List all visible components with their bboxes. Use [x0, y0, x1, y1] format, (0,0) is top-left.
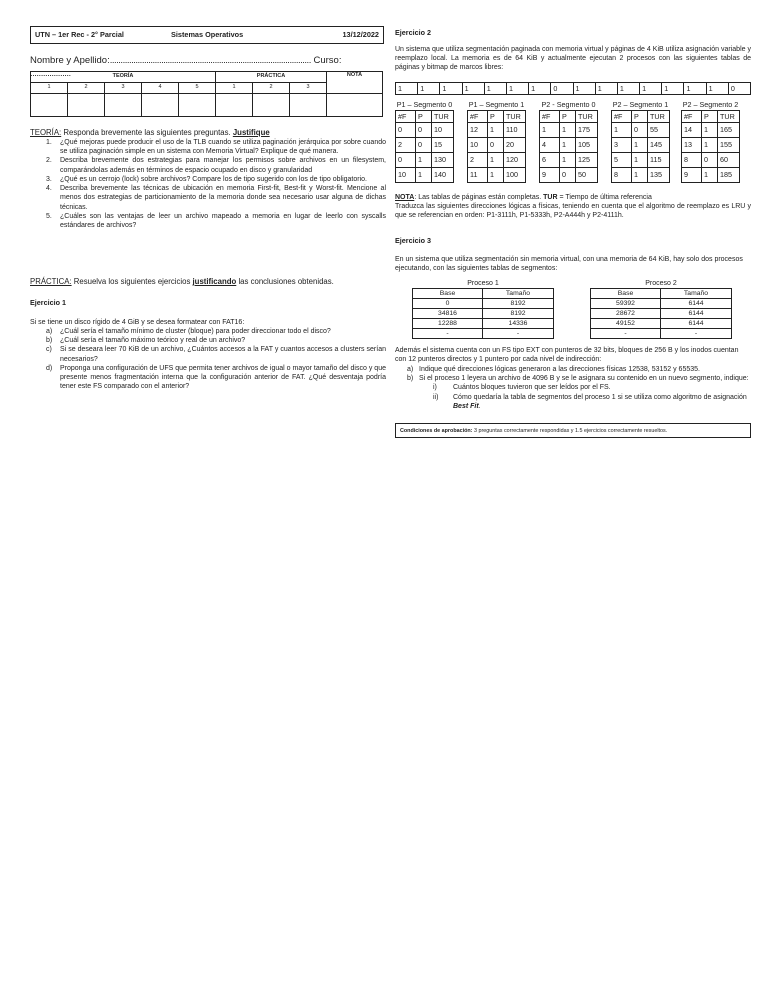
- list-item: [30, 212, 386, 230]
- segments-table-cell: 28672: [591, 309, 661, 319]
- page-table-cell: 50: [576, 168, 598, 183]
- teoria-heading: [30, 128, 386, 138]
- practica-label: PRÁCTICA:: [30, 277, 72, 286]
- page-table-cell: 1: [488, 168, 504, 183]
- item-text: ¿Qué mejoras puede producir el uso de la TLB cuando se utiliza paginación jerárquica por sobre cuando se utiliza paginación simple en un sistema con Memoria Virtual? Explique de qué manera.: [60, 139, 386, 156]
- bitmap-cell: 1: [684, 83, 706, 95]
- page-table: [467, 110, 526, 183]
- exam-header: [30, 26, 384, 44]
- frame-bitmap: [395, 82, 751, 95]
- bitmap-cell: 0: [728, 83, 750, 95]
- page-table-cell: 8: [682, 153, 702, 168]
- tur-label: TUR: [543, 194, 558, 201]
- item-letter: b): [407, 375, 414, 383]
- segments-table-cell: -: [661, 329, 732, 339]
- bitmap-cell: 1: [529, 83, 551, 95]
- item-end: .: [478, 402, 481, 410]
- list-item: [30, 327, 386, 336]
- item-text: ¿Qué es un cerrojo (lock) sobre archivos? Compare los de tipo sugerido con los de tipo obligatorio.: [60, 175, 367, 183]
- ej2-title: Ejercicio 2: [395, 28, 431, 37]
- page-table-cell: 20: [504, 138, 526, 153]
- item-text: Si el proceso 1 leyera un archivo de 4096 B y se le asignara su contenido en un nuevo segmento, indique:: [419, 375, 749, 383]
- grade-cell: [31, 94, 68, 117]
- practica-header: PRÁCTICA: [216, 72, 327, 83]
- page-table-cell: 15: [432, 138, 454, 153]
- segment-caption: P2 – Segmento 2: [682, 100, 739, 109]
- page-table-cell: 0: [416, 123, 432, 138]
- item-number: 1.: [46, 139, 52, 146]
- page-table-header: P: [488, 111, 504, 123]
- bitmap-cell: 1: [617, 83, 639, 95]
- ej3-list: [395, 365, 751, 411]
- segments-table-cell: 59392: [591, 299, 661, 309]
- item-letter: a): [46, 328, 53, 335]
- segment-table-block: [611, 100, 670, 183]
- grade-cell: [216, 94, 253, 117]
- segments-table: [590, 288, 732, 339]
- page-table-cell: 1: [416, 168, 432, 183]
- bitmap-cell: 1: [418, 83, 440, 95]
- grade-cell: [290, 94, 327, 117]
- item-text: ¿Cuál sería el tamaño mínimo de cluster (bloque) para poder direccionar todo el disco?: [60, 328, 331, 335]
- segments-table-cell: -: [591, 329, 661, 339]
- page-table-cell: 1: [612, 123, 632, 138]
- page-table-cell: 1: [702, 138, 718, 153]
- page-table-cell: 115: [648, 153, 670, 168]
- ej2-intro: Un sistema que utiliza segmentación paginada con memoria virtual y páginas de 4 KiB utiliza asignación variable y reemplazo local. La memoria es de 64 KiB y actualmente ejecutan 2 procesos con las siguientes tablas de páginas y bitmap de marcos libres:: [395, 46, 751, 72]
- page-table-cell: 6: [540, 153, 560, 168]
- segments-table-cell: 6144: [661, 299, 732, 309]
- item-text: Describa brevemente las técnicas de ubicación en memoria First-fit, Best-fit y Worst-fit. Mencione al menos dos estrategias de particionamiento de la memoria donde sea necesario usar alguna de dichas técnicas.: [60, 185, 386, 211]
- page-table-cell: 3: [612, 138, 632, 153]
- page-table-cell: 165: [718, 123, 740, 138]
- ej1-title: Ejercicio 1: [30, 298, 66, 307]
- nota-header: NOTA: [327, 72, 383, 94]
- page-table-cell: 10: [468, 138, 488, 153]
- bitmap-cell: 1: [484, 83, 506, 95]
- ej3-intro: En un sistema que utiliza segmentación sin memoria virtual, con una memoria de 64 KiB, hay solo dos procesos ejecutando, con las siguientes tablas de segmentos:: [395, 256, 743, 273]
- page-table-header: TUR: [718, 111, 740, 123]
- grade-col: 2: [253, 83, 290, 94]
- list-item: [30, 336, 386, 345]
- page-table-cell: 1: [560, 123, 576, 138]
- list-item: [30, 345, 386, 363]
- page-table-cell: 0: [396, 123, 416, 138]
- page-table: [395, 110, 454, 183]
- page-table-cell: 135: [648, 168, 670, 183]
- grade-cell: [327, 94, 383, 117]
- page-table-cell: 145: [648, 138, 670, 153]
- segments-table-header: Tamaño: [483, 289, 554, 299]
- page-table-cell: 1: [632, 168, 648, 183]
- page-table-cell: 13: [682, 138, 702, 153]
- page-table: [611, 110, 670, 183]
- page-table-cell: 130: [432, 153, 454, 168]
- segments-table-header: Base: [591, 289, 661, 299]
- item-text: ¿Cuáles son las ventajas de leer un archivo mapeado a memoria en lugar de leerlo con syscalls estándares de archivos?: [60, 212, 386, 230]
- item-letter: d): [46, 364, 53, 372]
- list-item: [395, 374, 751, 383]
- grade-col: 3: [290, 83, 327, 94]
- item-letter: c): [46, 346, 52, 354]
- page-table-cell: 9: [540, 168, 560, 183]
- page-table-cell: 4: [540, 138, 560, 153]
- page-table-header: #F: [468, 111, 488, 123]
- segments-table-cell: -: [413, 329, 483, 339]
- exam-date: 13/12/2022: [342, 30, 379, 39]
- page-table-header: P: [632, 111, 648, 123]
- list-item: [30, 175, 386, 184]
- item-text: Si se deseara leer 70 KiB de un archivo, ¿Cuántos accesos a la FAT y cuantos accesos a clusters serían necesarios?: [60, 346, 386, 363]
- page-table-header: #F: [540, 111, 560, 123]
- page-table-cell: 55: [648, 123, 670, 138]
- page-table-cell: 1: [540, 123, 560, 138]
- page-table-cell: 60: [718, 153, 740, 168]
- page-table-cell: 120: [504, 153, 526, 168]
- grade-cell: [253, 94, 290, 117]
- best-fit-emph: Best Fit: [453, 402, 479, 410]
- segment-table-block: [467, 100, 526, 183]
- process-caption: Proceso 1: [467, 280, 499, 287]
- item-text: Describa brevemente dos estrategias para manejar los permisos sobre archivos en un filesystem, comparándolas además en términos de espacio ocupado en disco y granularidad: [60, 157, 386, 174]
- page-table-cell: 1: [632, 138, 648, 153]
- institution: UTN – 1er Rec - 2° Parcial: [35, 30, 124, 39]
- page-table-cell: 1: [560, 153, 576, 168]
- item-text: Cuántos bloques tuvieron que ser leídos por el FS.: [453, 384, 611, 392]
- bitmap-cell: 0: [551, 83, 573, 95]
- practica-intro: Resuelva los siguientes ejercicios: [71, 277, 193, 286]
- item-number: 5.: [46, 212, 52, 220]
- page-table-cell: 1: [632, 153, 648, 168]
- ej2-note: [395, 193, 751, 202]
- page-table-cell: 155: [718, 138, 740, 153]
- segments-table-cell: 34816: [413, 309, 483, 319]
- sub-item: [395, 383, 751, 392]
- page-table-header: #F: [612, 111, 632, 123]
- grade-col: 1: [216, 83, 253, 94]
- bitmap-cell: 1: [440, 83, 462, 95]
- segments-table-cell: 12288: [413, 319, 483, 329]
- list-item: [30, 364, 386, 392]
- page-table-cell: 2: [468, 153, 488, 168]
- segment-caption: P2 - Segmento 0: [541, 100, 596, 109]
- approval-conditions: [395, 423, 751, 438]
- conditions-text: 3 preguntas correctamente respondidas y 1.5 ejercicios correctamente resueltos.: [472, 428, 668, 434]
- page-table-header: #F: [682, 111, 702, 123]
- page-table-cell: 1: [488, 153, 504, 168]
- segment-table-process: [412, 279, 554, 339]
- list-item: [30, 156, 386, 174]
- ej1-list: [30, 327, 386, 392]
- page-table: [539, 110, 598, 183]
- page-table-cell: 105: [576, 138, 598, 153]
- page-table-cell: 1: [488, 123, 504, 138]
- page-table-header: TUR: [432, 111, 454, 123]
- page-table-header: #F: [396, 111, 416, 123]
- page-table-cell: 10: [432, 123, 454, 138]
- item-roman: i): [433, 384, 437, 392]
- bitmap-cell: 1: [595, 83, 617, 95]
- segments-table-cell: -: [483, 329, 554, 339]
- bitmap-cell: 1: [462, 83, 484, 95]
- page-table-cell: 1: [702, 168, 718, 183]
- item-number: 4.: [46, 185, 52, 193]
- segments-table-cell: 49152: [591, 319, 661, 329]
- segments-table-header: Base: [413, 289, 483, 299]
- item-text: Proponga una configuración de UFS que permita tener archivos de igual o mayor tamaño del disco y que presente menos fragmentación interna que la configuración anterior de FAT. ¿Qué desventaja podría tener este FS comparado con el anterior?: [60, 364, 386, 391]
- page-table-cell: 12: [468, 123, 488, 138]
- page-table-cell: 110: [504, 123, 526, 138]
- page-table-cell: 100: [504, 168, 526, 183]
- nota-label: NOTA: [395, 194, 415, 201]
- grade-col: 4: [142, 83, 179, 94]
- grade-cell: [179, 94, 216, 117]
- item-text: Indique qué direcciones lógicas generaron a las direcciones físicas 12538, 53152 y 65535.: [419, 366, 700, 373]
- item-number: 2.: [46, 157, 52, 165]
- item-number: 3.: [46, 175, 52, 183]
- grade-col: 3: [105, 83, 142, 94]
- subject: Sistemas Operativos: [171, 30, 244, 39]
- segments-table-cell: 0: [413, 299, 483, 309]
- bitmap-cell: 1: [573, 83, 595, 95]
- segments-table-header: Tamaño: [661, 289, 732, 299]
- page-table-header: TUR: [648, 111, 670, 123]
- segments-table-cell: 6144: [661, 309, 732, 319]
- grade-col: 1: [31, 83, 68, 94]
- segments-table-cell: 8192: [483, 309, 554, 319]
- segment-caption: P1 – Segmento 0: [396, 100, 453, 109]
- page-table-header: P: [560, 111, 576, 123]
- page-table-header: TUR: [576, 111, 598, 123]
- page-table-cell: 1: [702, 123, 718, 138]
- segments-table-cell: 8192: [483, 299, 554, 309]
- item-letter: b): [46, 337, 53, 345]
- ej2-translate: Traduzca las siguientes direcciones lógicas a físicas, teniendo en cuenta que el algoritmo de reemplazo es LRU y que se referencian en orden: P1-3111h, P1-5333h, P2-A444h y P2-4111h.: [395, 203, 751, 220]
- practica-outro: las conclusiones obtenidas.: [236, 277, 334, 286]
- page-table-header: P: [416, 111, 432, 123]
- item-roman: ii): [433, 393, 439, 401]
- name-dots: ..............................................................................................: [109, 55, 311, 66]
- page-table-header: TUR: [504, 111, 526, 123]
- ej3-title: Ejercicio 3: [395, 236, 431, 245]
- grade-col: 5: [179, 83, 216, 94]
- list-item: [30, 184, 386, 212]
- grade-cell: [105, 94, 142, 117]
- page-table-header: P: [702, 111, 718, 123]
- nota-text: : Las tablas de páginas están completas.: [414, 194, 544, 201]
- conditions-label: Condiciones de aprobación:: [400, 428, 473, 434]
- teoria-list: [30, 138, 386, 230]
- bitmap-cell: 1: [706, 83, 728, 95]
- grades-table: [30, 71, 383, 117]
- item-text: ¿Cuál sería el tamaño máximo teórico y real de un archivo?: [60, 337, 246, 345]
- name-label: Nombre y Apellido:: [30, 55, 110, 66]
- segment-table-block: [395, 100, 454, 183]
- page-table-cell: 0: [396, 153, 416, 168]
- teoria-emph: Justifique: [232, 128, 270, 137]
- page-table-cell: 14: [682, 123, 702, 138]
- segment-caption: P1 – Segmento 1: [468, 100, 525, 109]
- page-table-cell: 5: [612, 153, 632, 168]
- teoria-header: TEORÍA: [31, 72, 216, 83]
- process-caption: Proceso 2: [645, 280, 677, 287]
- page-table-cell: 10: [396, 168, 416, 183]
- grade-col: 2: [68, 83, 105, 94]
- page-table-cell: 1: [416, 153, 432, 168]
- segment-table-block: [681, 100, 740, 183]
- page-table-cell: 9: [682, 168, 702, 183]
- page-table-cell: 0: [632, 123, 648, 138]
- course-label: Curso:: [313, 55, 342, 66]
- bitmap-cell: 1: [506, 83, 528, 95]
- practica-emph: justificando: [192, 277, 237, 286]
- page-table-cell: 0: [488, 138, 504, 153]
- list-item: [30, 138, 386, 156]
- page-table-cell: 8: [612, 168, 632, 183]
- item-letter: a): [407, 366, 414, 373]
- segment-caption: P2 – Segmento 1: [612, 100, 669, 109]
- page-table-cell: 0: [702, 153, 718, 168]
- list-item: [395, 365, 751, 374]
- page-table-cell: 2: [396, 138, 416, 153]
- segments-table-cell: 6144: [661, 319, 732, 329]
- teoria-label: TEORÍA:: [30, 128, 62, 137]
- sub-item: [395, 393, 751, 411]
- practica-heading: [30, 277, 386, 287]
- page-table-cell: 1: [560, 138, 576, 153]
- page-table-cell: 125: [576, 153, 598, 168]
- page-table-cell: 175: [576, 123, 598, 138]
- segments-table: [412, 288, 554, 339]
- item-text: Cómo quedaría la tabla de segmentos del proceso 1 si se utiliza como algoritmo de asignación: [453, 393, 747, 401]
- segment-table-process: [590, 279, 732, 339]
- page-table-cell: 0: [416, 138, 432, 153]
- tur-text: = Tiempo de última referencia: [557, 194, 652, 201]
- page-table-cell: 140: [432, 168, 454, 183]
- bitmap-cell: 1: [662, 83, 684, 95]
- page-table-cell: 11: [468, 168, 488, 183]
- page-table-cell: 0: [560, 168, 576, 183]
- page-table-cell: 185: [718, 168, 740, 183]
- course-dots: ...................: [30, 67, 71, 79]
- page-table: [681, 110, 740, 183]
- segment-table-block: [539, 100, 598, 183]
- teoria-intro: Responda brevemente las siguientes preguntas.: [61, 128, 233, 137]
- segments-table-cell: 14336: [483, 319, 554, 329]
- bitmap-cell: 1: [640, 83, 662, 95]
- grade-cell: [68, 94, 105, 117]
- ej1-intro: Si se tiene un disco rígido de 4 GiB y se desea formatear con FAT16:: [30, 319, 245, 326]
- ej3-fs-text: Además el sistema cuenta con un FS tipo EXT con punteros de 32 bits, bloques de 256 B y los inodos cuentan con 12 punteros directos y 1 puntero por cada nivel de indirección:: [395, 347, 739, 364]
- bitmap-cell: 1: [396, 83, 418, 95]
- grade-cell: [142, 94, 179, 117]
